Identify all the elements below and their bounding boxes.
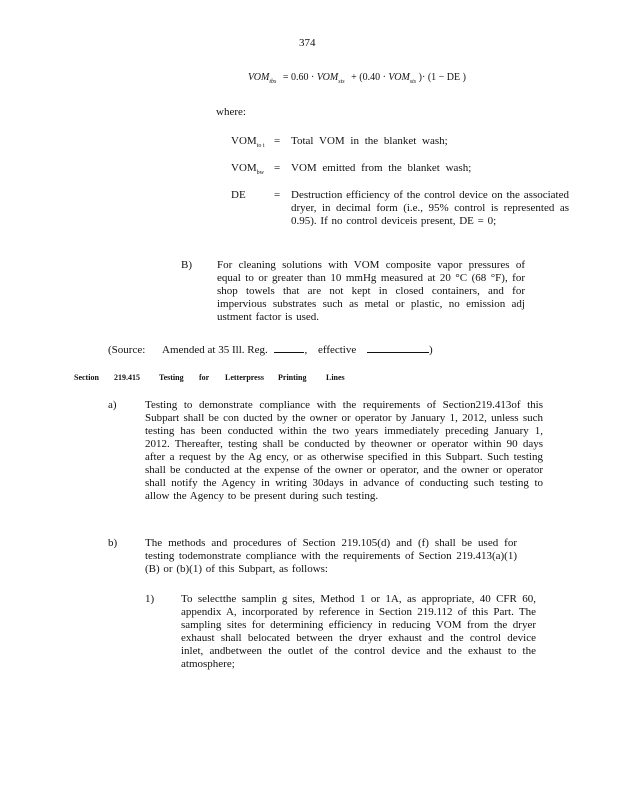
eq-tail: )· [418,72,426,83]
eq-dot-1: · [311,72,315,83]
eq-equals: = [282,72,289,83]
definition-term-text: VOM [231,135,257,147]
definition-equals: = [274,135,281,147]
source-effective: effective [317,344,357,356]
definition-term-text: VOM [231,162,257,174]
definition-text: Total VOM in the blanket wash; [291,135,448,147]
source-prefix: (Source: [108,344,146,356]
source-blank-1 [274,342,304,353]
eq-dot-2: · [382,72,386,83]
item-b-text: For cleaning solutions with VOM composite vapor pressures of equal to or greater than 10 mmHg measured at 20 °C (68 °F), for shop towels that are not kept in closed containers, and for impervious substrates such as metal or plastic, no emission adj ustment factor is used. [217,259,525,323]
definition-equals: = [274,162,281,174]
eq-var-2-sub: sts [409,79,417,85]
section-title-word: Letterpress [225,373,264,382]
definition-term [231,135,265,153]
definition-term-sub: bw [256,170,265,177]
eq-plus: + [351,72,357,83]
source-note [108,342,433,357]
section-title-word: for [199,373,210,382]
page-number: 374 [299,37,316,49]
para-a-label: a) [108,399,117,411]
section-title-word: Testing [159,373,184,382]
item-b-label: B) [181,259,192,271]
item-1-text: To selectthe samplin g sites, Method 1 or 1A, as appropriate, 40 CFR 60, appendix A, incorporated by reference in Section 219.112 of this Part. The sampling sites for determining efficiency in reducing VOM from the dryer exhaust shall belocated between the dryer exhaust and the control device inlet, andbetween the outlet of the control device and the exhaust to the atmosphere; [181,593,536,670]
eq-coef-2: (0.40 [359,72,381,83]
para-b-label: b) [108,537,118,549]
definition-term [231,162,264,180]
source-blank-2 [367,342,429,353]
definition-equals: = [274,189,281,201]
item-1-label: 1) [145,593,155,605]
para-a-text: Testing to demonstrate compliance with the requirements of Section219.413of this Subpart shall be con ducted by the owner or operator by January 1, 2012, unless such testing has been conducted within the two years immediately preceding January 1, 2012. Thereafter, testing shall be conducted by theowner or operator within 90 days after a request by the Ag ency, or as otherwise specified in this Subpart. Such testing shall be conducted at the expense of the owner or operator, and the owner or operator shall notify the Agency in writing 30days in advance of conducting such testing to allow the Agency to be present during such testing. [145,399,543,502]
section-number: 219.415 [114,373,140,382]
source-amended: Amended at 35 Ill. Reg. [162,344,268,356]
source-comma: , [304,344,308,356]
definition-term-sub: to t [256,143,265,150]
eq-lhs: VOM [248,72,270,83]
eq-lhs-sub: tbs [269,79,277,85]
eq-coef-1: 0.60 [291,72,309,83]
eq-var-1: VOM [316,72,339,83]
section-label: Section [74,373,99,382]
definition-text: VOM emitted from the blanket wash; [291,162,472,174]
source-close: ) [429,344,433,356]
equation [248,72,466,85]
para-b-text: The methods and procedures of Section 219.105(d) and (f) shall be used for testing todemonstrate compliance with the requirements of Section 219.413(a)(1)(B) or (b)(1) of this Subpart, as follows: [145,537,517,575]
section-title-word: Lines [326,373,345,382]
eq-var-2: VOM [388,72,410,83]
eq-tail-2: (1 − DE [427,72,461,83]
section-title-word: Printing [278,373,307,382]
where-label: where: [216,106,246,118]
definition-term: DE [231,189,246,201]
eq-var-1-sub: sts [338,79,345,85]
eq-tail-3: ) [462,72,466,83]
definition-text: Destruction efficiency of the control device on the associated dryer, in decimal form (i.e., 95% control is represented as 0.95). If no control deviceis present, DE = 0; [291,189,569,227]
